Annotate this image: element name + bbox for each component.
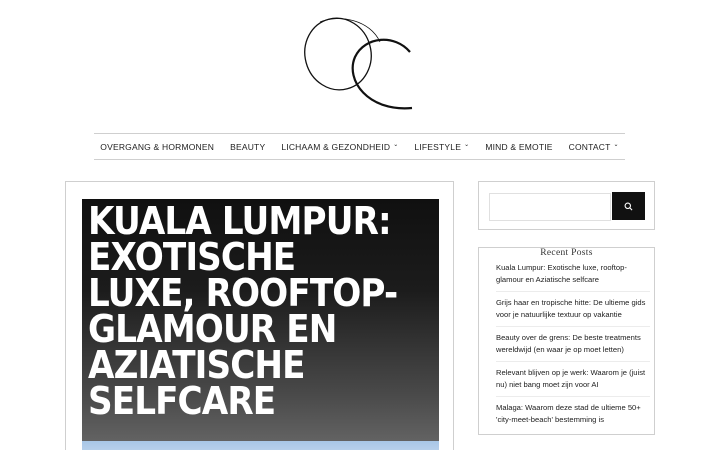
recent-posts-title: Recent Posts [530, 248, 602, 258]
nav-label: LIFESTYLE [414, 141, 462, 152]
hero-title: KUALA LUMPUR: EXOTISCHE LUXE, ROOFTOP-GLAMOUR EN AZIATISCHE SELFCARE [88, 199, 398, 423]
article-hero-image[interactable] [82, 199, 439, 450]
recent-posts-widget [478, 247, 655, 435]
nav-label: CONTACT [568, 141, 611, 152]
recent-posts-list [496, 262, 650, 436]
recent-posts-heading [479, 242, 654, 260]
recent-post-link[interactable]: Grijs haar en tropische hitte: De ultieme gids voor je natuurlijke textuur op vakantie [496, 297, 650, 327]
hero-image-bottom [82, 441, 439, 450]
recent-post-link[interactable]: Kuala Lumpur: Exotische luxe, rooftop-glamour en Aziatische selfcare [496, 262, 650, 292]
site-logo[interactable] [300, 12, 420, 114]
nav-item-beauty[interactable] [222, 142, 273, 152]
search-input[interactable] [489, 193, 611, 221]
next-widget-heading-cropped [478, 444, 655, 450]
chevron-down-icon: ⌄ [393, 142, 399, 148]
nav-label: BEAUTY [230, 141, 266, 152]
recent-post-link[interactable]: Malaga: Waarom deze stad de ultieme 50+ 'city-meet-beach' bestemming is [496, 403, 641, 424]
article-card [65, 181, 454, 450]
main-nav [94, 133, 625, 160]
nav-label: OVERGANG & HORMONEN [100, 141, 215, 152]
recent-post-link[interactable]: Relevant blijven op je werk: Waarom je (juist nu) niet bang moet zijn voor AI [496, 367, 650, 397]
nav-item-mind[interactable] [477, 142, 560, 152]
search-button[interactable] [612, 192, 645, 220]
search-icon [624, 202, 633, 211]
nav-label: LICHAAM & GEZONDHEID [281, 141, 391, 152]
nav-item-overgang[interactable] [92, 142, 222, 152]
chevron-down-icon: ⌄ [464, 142, 470, 148]
recent-post-link[interactable]: Beauty over de grens: De beste treatments wereldwijd (en waar je op moet letten) [496, 332, 650, 362]
chevron-down-icon: ⌄ [613, 142, 619, 148]
nav-label: MIND & EMOTIE [485, 141, 553, 152]
nav-item-lichaam[interactable] [273, 142, 406, 152]
nav-item-lifestyle[interactable] [406, 142, 477, 152]
nav-item-contact[interactable] [561, 142, 627, 152]
